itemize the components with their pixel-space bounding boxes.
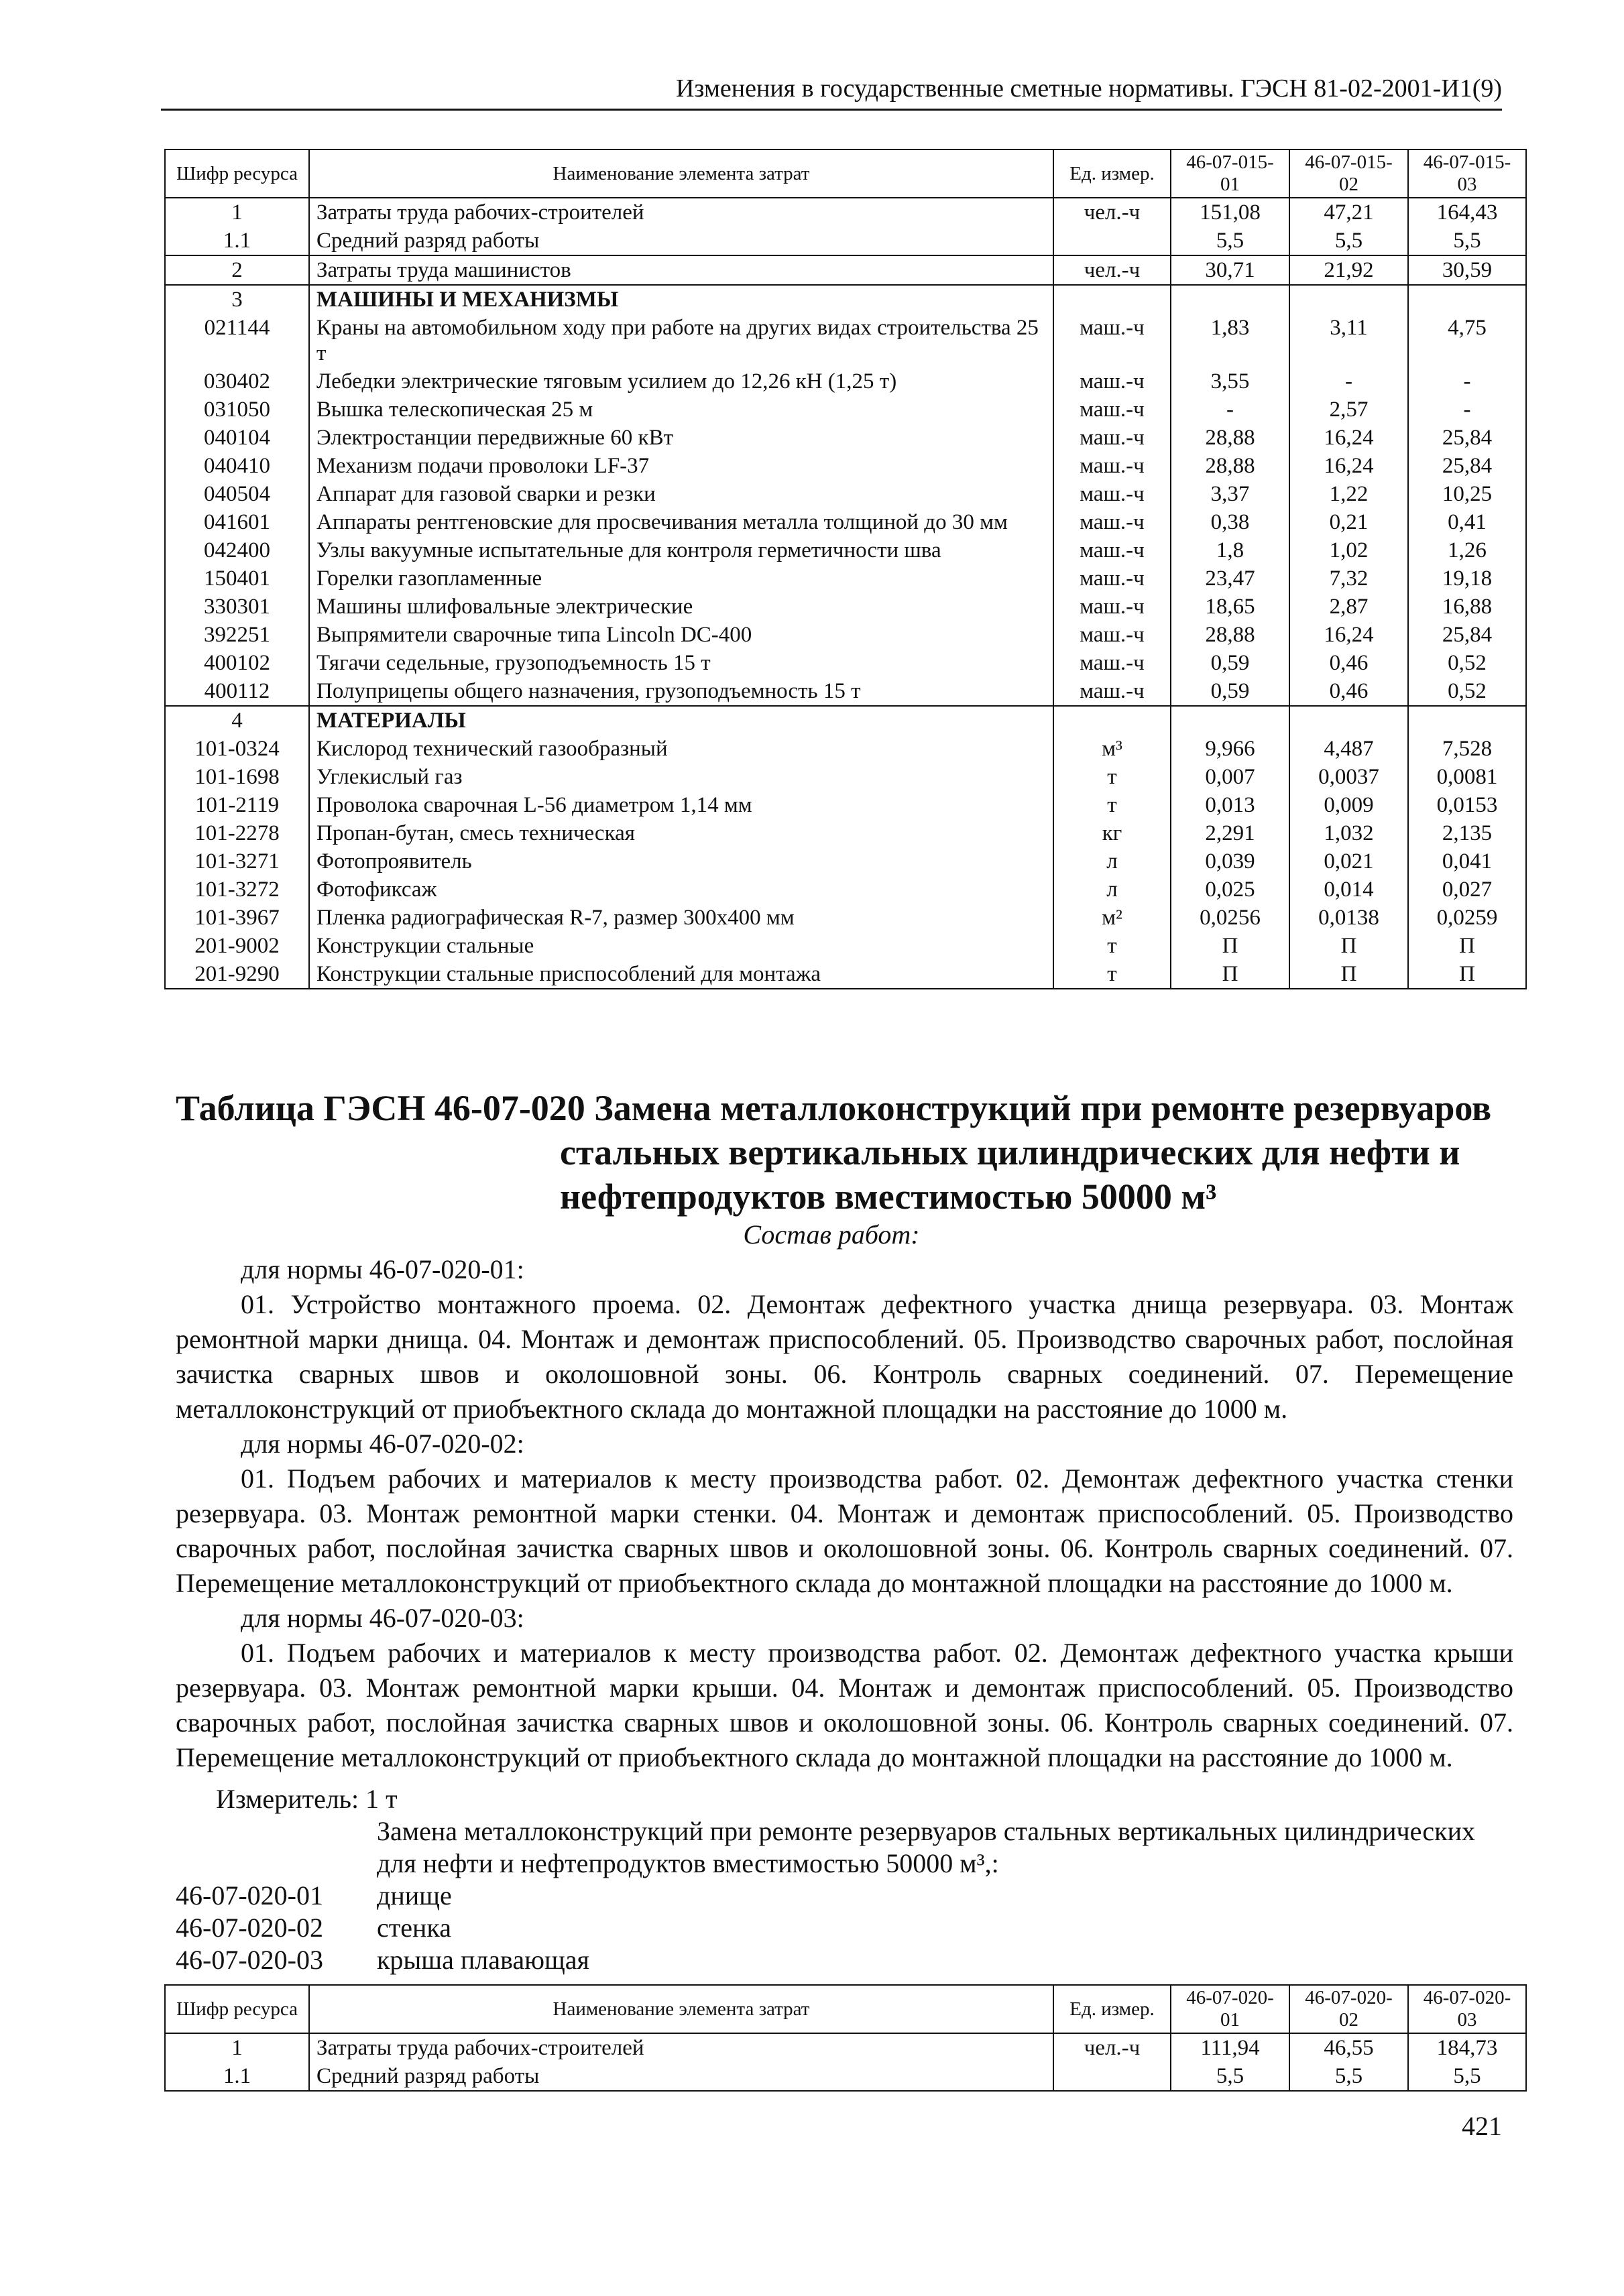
value-cell-2: - — [1289, 367, 1408, 396]
unit-cell: чел.-ч — [1053, 2033, 1171, 2062]
resource-name-cell: Механизм подачи проволоки LF-37 — [309, 452, 1053, 480]
unit-cell: маш.-ч — [1053, 564, 1171, 593]
measure-block — [176, 1783, 1517, 1976]
value-cell-2: 21,92 — [1289, 255, 1408, 285]
header-unit: Ед. измер. — [1053, 1985, 1171, 2033]
resource-code-cell: 1 — [165, 2033, 309, 2062]
table-body — [165, 2033, 1526, 2091]
measure-code: 46-07-020-02 — [176, 1913, 323, 1943]
value-cell-3: 25,84 — [1408, 424, 1526, 452]
composition-2: 01. Подъем рабочих и материалов к месту производства работ. 02. Демонтаж дефектного участка стенки резервуара. 03. Монтаж ремонтной марки стенки. 04. Монтаж и демонтаж приспособлений. 05. Производство сварочных работ, послойная зачистка сварных швов и околошовной зоны. 06. Контроль сварных соединений. 07. Перемещение металлоконструкций от приобъектного склада до монтажной площадки на расстояние до 1000 м. — [176, 1463, 1513, 1598]
table-row — [165, 875, 1526, 904]
value-cell-3: 0,041 — [1408, 847, 1526, 875]
value-cell-1: 5,5 — [1171, 227, 1289, 255]
resource-code-cell: 040104 — [165, 424, 309, 452]
value-cell-3: 2,135 — [1408, 819, 1526, 847]
value-cell-3: 0,41 — [1408, 508, 1526, 536]
resource-name-cell: Средний разряд работы — [309, 2062, 1053, 2091]
unit-cell: т — [1053, 932, 1171, 960]
resource-name-cell: Вышка телескопическая 25 м — [309, 396, 1053, 424]
measure-item — [176, 1880, 1517, 1912]
resource-code-cell: 330301 — [165, 593, 309, 621]
page-number: 421 — [1462, 2111, 1502, 2141]
resource-name-cell: МАШИНЫ И МЕХАНИЗМЫ — [309, 285, 1053, 314]
resource-code-cell: 101-2278 — [165, 819, 309, 847]
value-cell-2: 16,24 — [1289, 621, 1408, 649]
unit-cell: маш.-ч — [1053, 621, 1171, 649]
table-row — [165, 285, 1526, 314]
value-cell-1: 111,94 — [1171, 2033, 1289, 2062]
value-cell-3: 164,43 — [1408, 198, 1526, 227]
resource-name-cell: Затраты труда машинистов — [309, 255, 1053, 285]
value-cell-2: 2,57 — [1289, 396, 1408, 424]
measure-name: стенка — [377, 1913, 451, 1943]
table-row — [165, 2033, 1526, 2062]
value-cell-2: 1,22 — [1289, 480, 1408, 508]
unit-cell: маш.-ч — [1053, 452, 1171, 480]
resource-code-cell: 2 — [165, 255, 309, 285]
value-cell-3: 7,528 — [1408, 735, 1526, 763]
table-row — [165, 314, 1526, 367]
value-cell-2: 1,032 — [1289, 819, 1408, 847]
composition-3: 01. Подъем рабочих и материалов к месту производства работ. 02. Демонтаж дефектного участка крыши резервуара. 03. Монтаж ремонтной марки крыши. 04. Монтаж и демонтаж приспособлений. 05. Производство сварочных работ, послойная зачистка сварных швов и околошовной зоны. 06. Контроль сварных соединений. 07. Перемещение металлоконструкций от приобъектного склада до монтажной площадки на расстояние до 1000 м. — [176, 1638, 1513, 1772]
resource-name-cell: Затраты труда рабочих-строителей — [309, 198, 1053, 227]
resource-code-cell: 400102 — [165, 649, 309, 677]
resource-code-cell: 1.1 — [165, 2062, 309, 2091]
value-cell-2: 16,24 — [1289, 424, 1408, 452]
header-col-3: 46-07-015-03 — [1408, 149, 1526, 198]
unit-cell — [1053, 706, 1171, 735]
value-cell-2: 0,0138 — [1289, 904, 1408, 932]
table-row — [165, 706, 1526, 735]
resource-code-cell: 030402 — [165, 367, 309, 396]
table-row — [165, 2062, 1526, 2091]
norm-table-015 — [164, 149, 1527, 989]
value-cell-2: 46,55 — [1289, 2033, 1408, 2062]
value-cell-1: 1,83 — [1171, 314, 1289, 367]
value-cell-3: - — [1408, 367, 1526, 396]
value-cell-3: 0,0081 — [1408, 763, 1526, 791]
measure-description: Замена металлоконструкций при ремонте резервуаров стальных вертикальных цилиндрических для нефти и нефтепродуктов вместимостью 50000 м³,: — [377, 1816, 1475, 1878]
resource-code-cell: 101-1698 — [165, 763, 309, 791]
unit-cell: чел.-ч — [1053, 255, 1171, 285]
value-cell-1: 28,88 — [1171, 424, 1289, 452]
resource-code-cell: 031050 — [165, 396, 309, 424]
resource-code-cell: 101-0324 — [165, 735, 309, 763]
unit-cell: маш.-ч — [1053, 649, 1171, 677]
value-cell-2: П — [1289, 960, 1408, 989]
value-cell-2: 0,014 — [1289, 875, 1408, 904]
unit-cell: маш.-ч — [1053, 480, 1171, 508]
resource-name-cell: Электростанции передвижные 60 кВт — [309, 424, 1053, 452]
value-cell-3: П — [1408, 932, 1526, 960]
header-code: Шифр ресурса — [165, 1985, 309, 2033]
header-col-1: 46-07-020-01 — [1171, 1985, 1289, 2033]
resource-code-cell: 040504 — [165, 480, 309, 508]
table-row — [165, 536, 1526, 564]
composition-title: Состав работ: — [743, 1219, 920, 1250]
value-cell-3: 19,18 — [1408, 564, 1526, 593]
header-rule — [161, 109, 1502, 111]
value-cell-1: 23,47 — [1171, 564, 1289, 593]
value-cell-1: 5,5 — [1171, 2062, 1289, 2091]
value-cell-1 — [1171, 285, 1289, 314]
resource-name-cell: Лебедки электрические тяговым усилием до 12,26 кН (1,25 т) — [309, 367, 1053, 396]
resource-code-cell: 1 — [165, 198, 309, 227]
header-unit: Ед. измер. — [1053, 149, 1171, 198]
unit-cell: т — [1053, 960, 1171, 989]
resource-name-cell: Конструкции стальные — [309, 932, 1053, 960]
value-cell-3: 4,75 — [1408, 314, 1526, 367]
unit-cell: маш.-ч — [1053, 677, 1171, 706]
unit-cell: м³ — [1053, 735, 1171, 763]
resource-code-cell: 101-3272 — [165, 875, 309, 904]
table-row — [165, 960, 1526, 989]
resource-name-cell: Узлы вакуумные испытательные для контроля герметичности шва — [309, 536, 1053, 564]
value-cell-3: 30,59 — [1408, 255, 1526, 285]
running-header: Изменения в государственные сметные нормативы. ГЭСН 81-02-2001-И1(9) — [675, 74, 1502, 103]
resource-name-cell: Краны на автомобильном ходу при работе на других видах строительства 25 т — [309, 314, 1053, 367]
resource-code-cell: 040410 — [165, 452, 309, 480]
header-col-2: 46-07-015-02 — [1289, 149, 1408, 198]
header-name: Наименование элемента затрат — [309, 1985, 1053, 2033]
value-cell-3: П — [1408, 960, 1526, 989]
value-cell-3: 0,027 — [1408, 875, 1526, 904]
unit-cell: л — [1053, 875, 1171, 904]
value-cell-1: 151,08 — [1171, 198, 1289, 227]
value-cell-1: 3,55 — [1171, 367, 1289, 396]
value-cell-3: 5,5 — [1408, 2062, 1526, 2091]
value-cell-2: 0,46 — [1289, 649, 1408, 677]
value-cell-2: 0,21 — [1289, 508, 1408, 536]
norm-label-1: для нормы 46-07-020-01: — [241, 1254, 524, 1284]
unit-cell: т — [1053, 791, 1171, 819]
value-cell-3: 16,88 — [1408, 593, 1526, 621]
resource-name-cell: Пропан-бутан, смесь техническая — [309, 819, 1053, 847]
value-cell-2: 0,46 — [1289, 677, 1408, 706]
value-cell-2: 2,87 — [1289, 593, 1408, 621]
value-cell-3: 5,5 — [1408, 227, 1526, 255]
unit-cell: м² — [1053, 904, 1171, 932]
table-row — [165, 508, 1526, 536]
header-col-2: 46-07-020-02 — [1289, 1985, 1408, 2033]
table-row — [165, 593, 1526, 621]
value-cell-3: 0,52 — [1408, 677, 1526, 706]
norm-label-2: для нормы 46-07-020-02: — [241, 1429, 524, 1459]
resource-code-cell: 101-3271 — [165, 847, 309, 875]
unit-cell: кг — [1053, 819, 1171, 847]
resource-code-cell: 400112 — [165, 677, 309, 706]
table-title-line-3: нефтепродуктов вместимостью 50000 м³ — [560, 1176, 1217, 1217]
value-cell-3: 184,73 — [1408, 2033, 1526, 2062]
table-row — [165, 847, 1526, 875]
value-cell-2: 47,21 — [1289, 198, 1408, 227]
value-cell-1: 1,8 — [1171, 536, 1289, 564]
resource-code-cell: 101-2119 — [165, 791, 309, 819]
table-row — [165, 735, 1526, 763]
header-col-3: 46-07-020-03 — [1408, 1985, 1526, 2033]
resource-code-cell: 3 — [165, 285, 309, 314]
value-cell-1: 28,88 — [1171, 621, 1289, 649]
value-cell-1: 3,37 — [1171, 480, 1289, 508]
table-row — [165, 621, 1526, 649]
table-title-line-2: стальных вертикальных цилиндрических для нефти и — [560, 1132, 1460, 1172]
resource-code-cell: 201-9290 — [165, 960, 309, 989]
table-body — [165, 198, 1526, 989]
measure-code: 46-07-020-01 — [176, 1880, 323, 1911]
value-cell-1: П — [1171, 960, 1289, 989]
value-cell-2: 3,11 — [1289, 314, 1408, 367]
resource-code-cell: 392251 — [165, 621, 309, 649]
value-cell-1: 28,88 — [1171, 452, 1289, 480]
resource-code-cell: 041601 — [165, 508, 309, 536]
measure-code: 46-07-020-03 — [176, 1945, 323, 1975]
resource-code-cell: 021144 — [165, 314, 309, 367]
resource-name-cell: МАТЕРИАЛЫ — [309, 706, 1053, 735]
table-row — [165, 819, 1526, 847]
table-row — [165, 480, 1526, 508]
table-row — [165, 255, 1526, 285]
resource-name-cell: Аппараты рентгеновские для просвечивания металла толщиной до 30 мм — [309, 508, 1053, 536]
norm-label-3: для нормы 46-07-020-03: — [241, 1603, 524, 1633]
unit-cell: маш.-ч — [1053, 508, 1171, 536]
value-cell-1: 2,291 — [1171, 819, 1289, 847]
table-row — [165, 452, 1526, 480]
resource-name-cell: Машины шлифовальные электрические — [309, 593, 1053, 621]
header-col-1: 46-07-015-01 — [1171, 149, 1289, 198]
resource-name-cell: Тягачи седельные, грузоподъемность 15 т — [309, 649, 1053, 677]
value-cell-3: 25,84 — [1408, 452, 1526, 480]
value-cell-3: 25,84 — [1408, 621, 1526, 649]
unit-cell: маш.-ч — [1053, 593, 1171, 621]
value-cell-2: 0,021 — [1289, 847, 1408, 875]
table-row — [165, 932, 1526, 960]
value-cell-3: 0,52 — [1408, 649, 1526, 677]
resource-name-cell: Полуприцепы общего назначения, грузоподъемность 15 т — [309, 677, 1053, 706]
value-cell-2: 1,02 — [1289, 536, 1408, 564]
table-row — [165, 198, 1526, 227]
value-cell-2: 16,24 — [1289, 452, 1408, 480]
value-cell-2: 4,487 — [1289, 735, 1408, 763]
resource-name-cell: Затраты труда рабочих-строителей — [309, 2033, 1053, 2062]
table-row — [165, 424, 1526, 452]
value-cell-1: 30,71 — [1171, 255, 1289, 285]
unit-cell: маш.-ч — [1053, 536, 1171, 564]
unit-cell: л — [1053, 847, 1171, 875]
table-row — [165, 227, 1526, 255]
unit-cell — [1053, 227, 1171, 255]
resource-name-cell: Средний разряд работы — [309, 227, 1053, 255]
measure-label: Измеритель: 1 т — [216, 1784, 398, 1814]
value-cell-2 — [1289, 706, 1408, 735]
unit-cell: чел.-ч — [1053, 198, 1171, 227]
table-row — [165, 677, 1526, 706]
value-cell-3: - — [1408, 396, 1526, 424]
table-row — [165, 396, 1526, 424]
resource-name-cell: Углекислый газ — [309, 763, 1053, 791]
resource-name-cell: Пленка радиографическая R-7, размер 300х400 мм — [309, 904, 1053, 932]
value-cell-3: 1,26 — [1408, 536, 1526, 564]
table-title-line-1: Таблица ГЭСН 46-07-020 Замена металлоконструкций при ремонте резервуаров — [176, 1088, 1492, 1128]
measure-name: днище — [377, 1880, 452, 1911]
table-row — [165, 649, 1526, 677]
value-cell-2: 5,5 — [1289, 2062, 1408, 2091]
resource-name-cell: Проволока сварочная L-56 диаметром 1,14 мм — [309, 791, 1053, 819]
unit-cell: маш.-ч — [1053, 314, 1171, 367]
value-cell-1: 0,59 — [1171, 649, 1289, 677]
resource-name-cell: Выпрямители сварочные типа Lincoln DC-400 — [309, 621, 1053, 649]
value-cell-1: 0,0256 — [1171, 904, 1289, 932]
measure-item — [176, 1912, 1517, 1944]
resource-name-cell: Фотофиксаж — [309, 875, 1053, 904]
resource-code-cell: 4 — [165, 706, 309, 735]
header-name: Наименование элемента затрат — [309, 149, 1053, 198]
value-cell-1: 0,013 — [1171, 791, 1289, 819]
value-cell-2 — [1289, 285, 1408, 314]
resource-code-cell: 1.1 — [165, 227, 309, 255]
value-cell-1: 9,966 — [1171, 735, 1289, 763]
value-cell-3 — [1408, 706, 1526, 735]
value-cell-1: 0,039 — [1171, 847, 1289, 875]
value-cell-3 — [1408, 285, 1526, 314]
value-cell-2: П — [1289, 932, 1408, 960]
resource-name-cell: Аппарат для газовой сварки и резки — [309, 480, 1053, 508]
header-code: Шифр ресурса — [165, 149, 309, 198]
table-title — [161, 1086, 1502, 1219]
resource-name-cell: Горелки газопламенные — [309, 564, 1053, 593]
measure-name: крыша плавающая — [377, 1945, 589, 1975]
value-cell-1: 18,65 — [1171, 593, 1289, 621]
value-cell-1: 0,025 — [1171, 875, 1289, 904]
unit-cell: маш.-ч — [1053, 367, 1171, 396]
norm-table-020 — [164, 1984, 1527, 2092]
unit-cell — [1053, 285, 1171, 314]
value-cell-2: 0,0037 — [1289, 763, 1408, 791]
value-cell-1: 0,007 — [1171, 763, 1289, 791]
resource-code-cell: 201-9002 — [165, 932, 309, 960]
table-row — [165, 791, 1526, 819]
resource-name-cell: Фотопроявитель — [309, 847, 1053, 875]
value-cell-2: 7,32 — [1289, 564, 1408, 593]
resource-name-cell: Кислород технический газообразный — [309, 735, 1053, 763]
unit-cell: маш.-ч — [1053, 424, 1171, 452]
resource-code-cell: 101-3967 — [165, 904, 309, 932]
unit-cell — [1053, 2062, 1171, 2091]
table-row — [165, 763, 1526, 791]
measure-item — [176, 1944, 1517, 1976]
table-row — [165, 367, 1526, 396]
value-cell-3: 0,0153 — [1408, 791, 1526, 819]
value-cell-3: 0,0259 — [1408, 904, 1526, 932]
table-row — [165, 564, 1526, 593]
value-cell-1: 0,38 — [1171, 508, 1289, 536]
value-cell-1: - — [1171, 396, 1289, 424]
resource-code-cell: 042400 — [165, 536, 309, 564]
value-cell-2: 0,009 — [1289, 791, 1408, 819]
value-cell-3: 10,25 — [1408, 480, 1526, 508]
value-cell-1 — [1171, 706, 1289, 735]
unit-cell: т — [1053, 763, 1171, 791]
composition-text — [176, 1252, 1513, 1775]
value-cell-1: 0,59 — [1171, 677, 1289, 706]
resource-code-cell: 150401 — [165, 564, 309, 593]
composition-1: 01. Устройство монтажного проема. 02. Демонтаж дефектного участка днища резервуара. 03. Монтаж ремонтной марки днища. 04. Монтаж и демонтаж приспособлений. 05. Производство сварочных работ, послойная зачистка сварных швов и околошовной зоны. 06. Контроль сварных соединений. 07. Перемещение металлоконструкций от приобъектного склада до монтажной площадки на расстояние до 1000 м. — [176, 1289, 1513, 1424]
table-row — [165, 904, 1526, 932]
value-cell-1: П — [1171, 932, 1289, 960]
unit-cell: маш.-ч — [1053, 396, 1171, 424]
resource-name-cell: Конструкции стальные приспособлений для монтажа — [309, 960, 1053, 989]
value-cell-2: 5,5 — [1289, 227, 1408, 255]
